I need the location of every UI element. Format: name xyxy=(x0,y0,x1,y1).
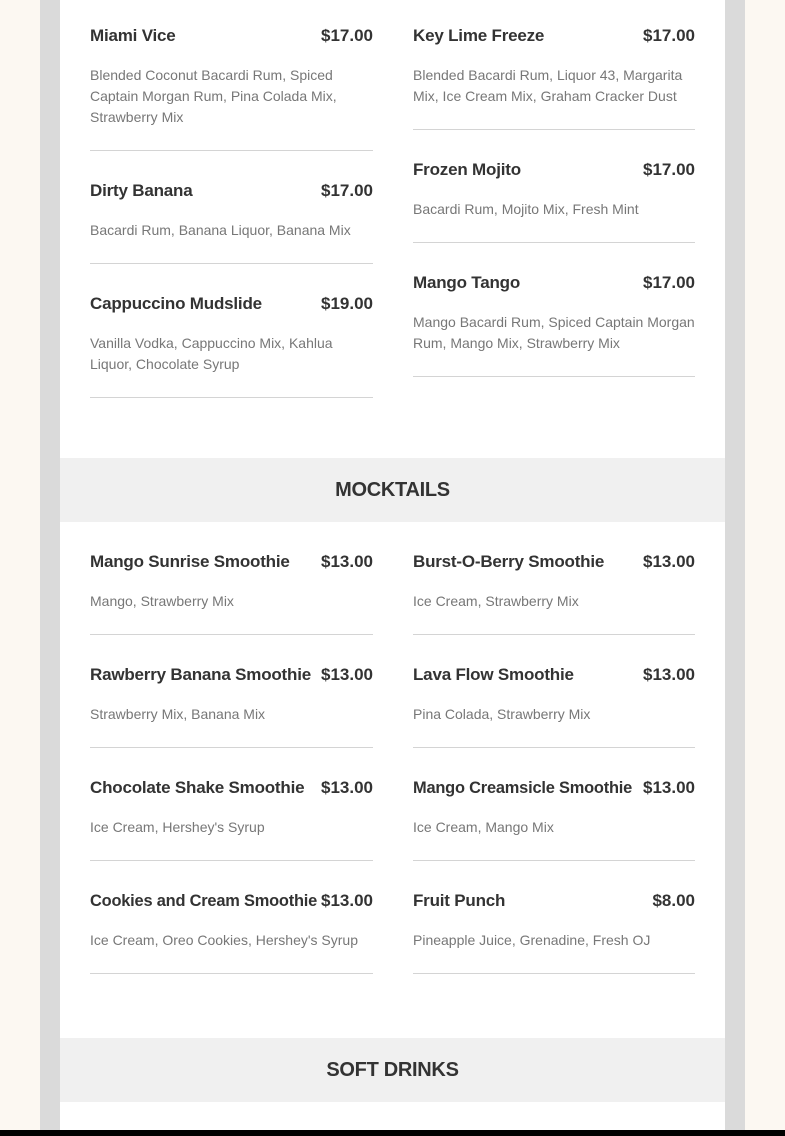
menu-item-chocolate-shake-smoothie xyxy=(90,776,373,861)
item-name: Burst-O-Berry Smoothie xyxy=(413,552,605,571)
item-price: $13.00 xyxy=(321,552,373,571)
menu-item-lava-flow-smoothie xyxy=(413,663,695,748)
item-description: Bacardi Rum, Banana Liquor, Banana Mix xyxy=(90,222,351,238)
menu-item-dirty-banana xyxy=(90,179,373,264)
menu-item-mango-sunrise-smoothie xyxy=(90,550,373,635)
bottom-edge-bar xyxy=(0,1130,785,1136)
item-name: Mango Creamsicle Smoothie xyxy=(413,779,633,797)
item-price: $8.00 xyxy=(652,891,695,910)
item-description: Strawberry Mix, Banana Mix xyxy=(90,706,266,722)
item-name: Lava Flow Smoothie xyxy=(413,665,574,684)
item-description: Ice Cream, Mango Mix xyxy=(413,819,554,835)
item-description: Bacardi Rum, Mojito Mix, Fresh Mint xyxy=(413,201,639,217)
menu-item-fruit-punch xyxy=(413,889,695,974)
item-description: Vanilla Vodka, Cappuccino Mix, Kahlua Liquor, Chocolate Syrup xyxy=(90,335,333,372)
item-price: $17.00 xyxy=(321,26,373,45)
item-name: Mango Sunrise Smoothie xyxy=(90,552,290,571)
item-description: Blended Bacardi Rum, Liquor 43, Margarita Mix, Ice Cream Mix, Graham Cracker Dust xyxy=(413,67,683,104)
menu-item-miami-vice xyxy=(90,24,373,151)
item-price: $17.00 xyxy=(643,273,695,292)
item-price: $13.00 xyxy=(643,552,695,571)
item-name: Key Lime Freeze xyxy=(413,26,545,45)
menu-item-frozen-mojito xyxy=(413,158,695,243)
item-name: Fruit Punch xyxy=(413,891,506,910)
item-price: $17.00 xyxy=(643,26,695,45)
item-price: $13.00 xyxy=(643,665,695,684)
menu-item-mango-creamsicle-smoothie xyxy=(413,776,695,861)
item-description: Pina Colada, Strawberry Mix xyxy=(413,706,591,722)
menu-item-mango-tango xyxy=(413,271,695,377)
item-description: Mango Bacardi Rum, Spiced Captain Morgan Rum, Mango Mix, Strawberry Mix xyxy=(413,314,695,351)
section-header-mocktails: MOCKTAILS xyxy=(60,458,725,522)
menu-item-cookies-and-cream-smoothie xyxy=(90,889,373,974)
item-description: Blended Coconut Bacardi Rum, Spiced Captain Morgan Rum, Pina Colada Mix, Strawberry Mix xyxy=(90,67,337,125)
item-name: Mango Tango xyxy=(413,273,521,292)
item-price: $13.00 xyxy=(321,778,373,797)
item-name: Frozen Mojito xyxy=(413,160,521,179)
item-price: $13.00 xyxy=(643,776,695,800)
item-description: Ice Cream, Strawberry Mix xyxy=(413,593,579,609)
menu-item-cappuccino-mudslide xyxy=(90,292,373,398)
item-description: Ice Cream, Oreo Cookies, Hershey's Syrup xyxy=(90,932,358,948)
item-name: Chocolate Shake Smoothie xyxy=(90,778,305,797)
menu-item-burst-o-berry-smoothie xyxy=(413,550,695,635)
item-description: Pineapple Juice, Grenadine, Fresh OJ xyxy=(413,932,651,948)
item-description: Ice Cream, Hershey's Syrup xyxy=(90,819,265,835)
item-name: Cookies and Cream Smoothie xyxy=(90,892,318,910)
section-header-soft-drinks: SOFT DRINKS xyxy=(60,1038,725,1102)
item-price: $13.00 xyxy=(321,665,373,684)
item-name: Dirty Banana xyxy=(90,181,193,200)
item-name: Rawberry Banana Smoothie xyxy=(90,665,311,684)
item-name: Miami Vice xyxy=(90,26,176,45)
menu-item-key-lime-freeze xyxy=(413,24,695,130)
item-price: $17.00 xyxy=(643,160,695,179)
item-name: Cappuccino Mudslide xyxy=(90,294,262,313)
item-description: Mango, Strawberry Mix xyxy=(90,593,234,609)
item-price: $19.00 xyxy=(321,294,373,313)
item-price: $17.00 xyxy=(321,181,373,200)
item-price: $13.00 xyxy=(321,889,373,913)
menu-item-rawberry-banana-smoothie xyxy=(90,663,373,748)
